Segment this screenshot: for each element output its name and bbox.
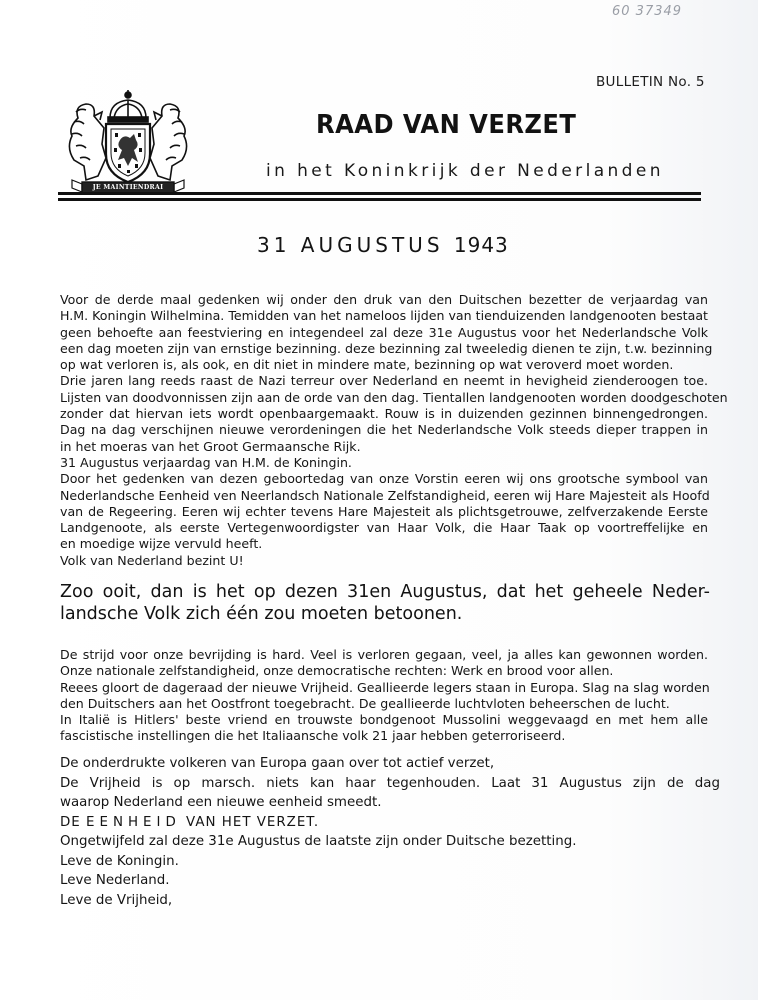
slogan-rest: VAN HET VERZET. <box>186 814 320 830</box>
slogan-de: DE <box>60 814 81 830</box>
emphasis-line: landsche Volk zich één zou moeten betoonen. <box>60 604 463 624</box>
closing-line: waarop Nederland een nieuwe eenheid smeedt. <box>60 795 382 810</box>
coat-of-arms-motto: JE MAINTIENDRAI <box>92 184 164 191</box>
closing-line: De onderdrukte volkeren van Europa gaan over tot actief verzet, <box>60 756 495 771</box>
emphasis-statement <box>60 581 710 625</box>
text-line: H.M. Koningin Wilhelmina. Temidden van het nameloos lijden van tienduizenden landgenooten bestaat <box>60 308 708 324</box>
text-line: Volk van Nederland bezint U! <box>60 552 244 568</box>
text-line: zonder dat hiervan iets wordt openbaargemaakt. Rouw is in duizenden gezinnen binnengedrongen. <box>60 406 708 422</box>
closing-line: Ongetwijfeld zal deze 31e Augustus de laatste zijn onder Duitsche bezetting. <box>60 834 577 849</box>
page-title: RAAD VAN VERZET <box>316 110 577 140</box>
coat-of-arms-icon <box>58 88 198 196</box>
text-line: Onze nationale zelfstandigheid, onze democratische rechten: Werk en brood voor allen. <box>60 663 614 679</box>
slogan-eenheid: EENHEID <box>86 814 181 830</box>
text-line: Landgenoote, als eerste Vertegenwoordigster van Haar Volk, die Haar Taak op voortreffelijke en <box>60 520 708 536</box>
text-line: in het moeras van het Groot Germaansche Rijk. <box>60 438 361 454</box>
text-line: Dag na dag verschijnen nieuwe verordeningen die het Nederlandsche Volk steeds dieper trappen in <box>60 422 708 438</box>
closing-line: Leve de Vrijheid, <box>60 892 173 908</box>
header-divider-bottom <box>58 198 701 201</box>
emphasis-line: Zoo ooit, dan is het op dezen 31en Augustus, dat het geheele Neder- <box>60 582 710 602</box>
text-line: In Italië is Hitlers' beste vriend en trouwste bondgenoot Mussolini weggevaagd en met hem alle <box>60 712 708 728</box>
paragraph-struggle <box>60 647 708 745</box>
text-line: op wat verloren is, als ook, en dit niet in mindere mate, bezinning op wat veroverd moet worden. <box>60 357 674 373</box>
text-line: Reees gloort de dageraad der nieuwe Vrijheid. Geallieerde legers staan in Europa. Slag na slag worden <box>60 679 710 695</box>
header-divider-top <box>58 192 701 195</box>
page-subtitle: in het Koninkrijk der Nederlanden <box>266 161 664 181</box>
text-line: Drie jaren lang reeds raast de Nazi terreur over Nederland en neemt in hevigheid zienderoogen toe. <box>60 373 708 389</box>
text-line: geen behoefte aan feestviering en integendeel zal deze 31e Augustus voor het Nederlandsche Volk <box>60 324 708 340</box>
text-line: en moedige wijze vervuld heeft. <box>60 536 263 552</box>
text-line: Door het gedenken van dezen geboortedag van onze Vorstin eeren wij ons grootsche symbool van <box>60 471 708 487</box>
bulletin-date <box>257 233 509 257</box>
paragraph-opening <box>60 292 728 569</box>
slogan-line <box>60 813 720 833</box>
bulletin-number: BULLETIN No. 5 <box>596 74 705 90</box>
date-year: 1943 <box>453 233 509 257</box>
text-line: 31 Augustus verjaardag van H.M. de Koningin. <box>60 454 352 470</box>
date-day-month: 31 AUGUSTUS <box>257 233 444 257</box>
left-lion-icon <box>69 104 106 180</box>
text-line: een dag moeten zijn van ernstige bezinning. deze bezinning zal tweeledig dienen te zijn, t.w. bezinning <box>60 340 713 356</box>
archive-pencil-number: 60 37349 <box>612 4 683 19</box>
closing-line: Leve de Koningin. <box>60 853 179 869</box>
text-line: De strijd voor onze bevrijding is hard. Veel is verloren gegaan, veel, ja alles kan gewonnen worden. <box>60 647 708 662</box>
crown-icon <box>108 90 148 122</box>
text-line: den Duitschers aan het Oostfront toegebracht. De geallieerde luchtvloten beheerschen de lucht. <box>60 695 670 711</box>
closing-line: De Vrijheid is op marsch. niets kan haar tegenhouden. Laat 31 Augustus zijn de dag <box>60 775 720 791</box>
text-line: Nederlandsche Eenheid ven Neerlandsch Nationale Zelfstandigheid, eeren wij Hare Majesteit als Hoofd <box>60 487 710 503</box>
text-line: fascistische instellingen die het Italiaansche volk 21 jaar hebben geterroriseerd. <box>60 728 566 744</box>
text-line: Voor de derde maal gedenken wij onder den druk van den Duitschen bezetter de verjaardag van <box>60 292 708 307</box>
text-line: van de Regeering. Eeren wij echter tevens Hare Majesteit als plichtsgetrouwe, zelfverzakende Eerste <box>60 503 708 519</box>
closing-section <box>60 754 720 910</box>
shield-icon <box>106 124 150 182</box>
text-line: Lijsten van doodvonnissen zijn aan de orde van den dag. Tientallen landgenooten worden doodgeschoten <box>60 389 728 405</box>
closing-line: Leve Nederland. <box>60 873 170 888</box>
right-lion-icon <box>150 104 187 180</box>
